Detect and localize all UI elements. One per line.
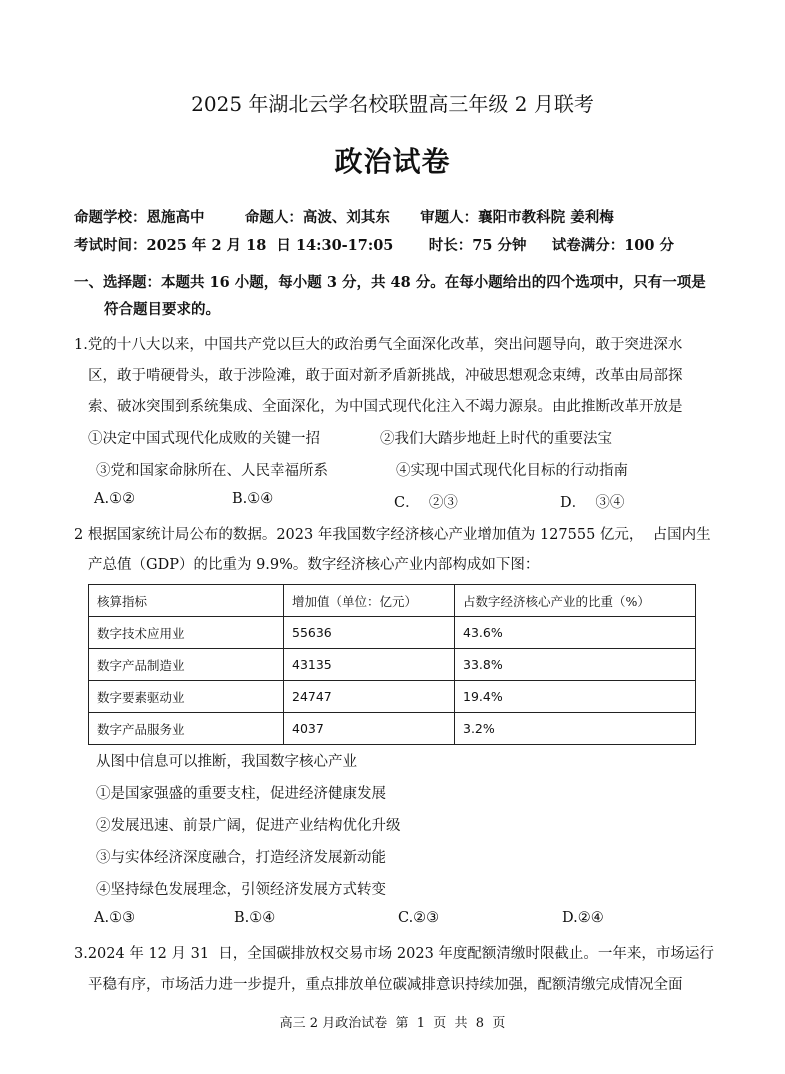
q2-stem-line: 产总值（GDP）的比重为 9.9%。数字经济核心产业内部构成如下图： <box>88 557 540 573</box>
table-row <box>89 617 696 649</box>
table-cell: 3.2% <box>455 713 696 745</box>
q1-statement: ④实现中国式现代化目标的行动指南 <box>396 463 628 479</box>
q1-stem-line: 索、破冰突围到系统集成、全面深化，为中国式现代化注入不竭力源泉。由此推断改革开放是 <box>88 399 683 415</box>
table-header: 核算指标 <box>89 585 284 617</box>
q2-option-a[interactable]: A.①③ <box>94 910 136 926</box>
page-footer: 高三 2 月政治试卷 第 1 页 共 8 页 <box>279 1016 506 1031</box>
q2-statement: ④坚持绿色发展理念，引领经济发展方式转变 <box>96 882 386 898</box>
table-cell: 数字技术应用业 <box>89 617 284 649</box>
q1-stem-line: 区，敢于啃硬骨头，敢于涉险滩，敢于面对新矛盾新挑战，冲破思想观念束缚，改革由局部探 <box>88 368 683 384</box>
section-heading-cont: 符合题目要求的。 <box>104 301 220 318</box>
q3-stem-line: 3.2024 年 12 月 31 日，全国碳排放权交易市场 2023 年度配额清缴时限截止。一年来，市场运行 <box>74 946 714 962</box>
table-header: 增加值（单位：亿元） <box>284 585 455 617</box>
q1-option-d[interactable]: D． ③④ <box>560 495 625 511</box>
q1-option-c[interactable]: C． ②③ <box>394 495 458 511</box>
table-row <box>89 713 696 745</box>
q2-statement: ③与实体经济深度融合，打造经济发展新动能 <box>96 850 386 866</box>
table-cell: 55636 <box>284 617 455 649</box>
table-cell: 19.4% <box>455 681 696 713</box>
table-row <box>89 649 696 681</box>
exam-title: 2025 年湖北云学名校联盟高三年级 2 月联考 <box>191 92 594 116</box>
table-cell: 43.6% <box>455 617 696 649</box>
q1-stem-line: 1.党的十八大以来，中国共产党以巨大的政治勇气全面深化改革，突出问题导向，敢于突进深水 <box>74 337 683 353</box>
table-row <box>89 681 696 713</box>
table-cell: 24747 <box>284 681 455 713</box>
q1-statement: ②我们大踏步地赶上时代的重要法宝 <box>380 431 612 447</box>
q2-option-d[interactable]: D.②④ <box>562 910 604 926</box>
table-cell: 43135 <box>284 649 455 681</box>
industry-table <box>88 584 696 745</box>
q3-stem-line: 平稳有序，市场活力进一步提升，重点排放单位碳减排意识持续加强，配额清缴完成情况全面 <box>88 977 683 993</box>
table-cell: 数字要素驱动业 <box>89 681 284 713</box>
table-header-row <box>89 585 696 617</box>
q2-option-c[interactable]: C.②③ <box>398 910 440 926</box>
table-cell: 数字产品服务业 <box>89 713 284 745</box>
subject-title: 政治试卷 <box>334 145 451 178</box>
q1-option-b[interactable]: B.①④ <box>232 491 274 507</box>
q2-statement: ①是国家强盛的重要支柱，促进经济健康发展 <box>96 786 386 802</box>
q2-option-b[interactable]: B.①④ <box>234 910 276 926</box>
q2-stem-line: 2 根据国家统计局公布的数据。2023 年我国数字经济核心产业增加值为 127555 亿元， 占国内生 <box>74 527 711 543</box>
table-cell: 数字产品制造业 <box>89 649 284 681</box>
q1-statement: ①决定中国式现代化成败的关键一招 <box>88 431 320 447</box>
meta-authors: 命题学校：恩施高中 命题人：高波、刘其东 审题人：襄阳市教科院 姜利梅 <box>74 209 614 226</box>
table-cell: 33.8% <box>455 649 696 681</box>
q1-option-a[interactable]: A.①② <box>94 491 136 507</box>
table-header: 占数字经济核心产业的比重（%） <box>455 585 696 617</box>
q2-statement: ②发展迅速、前景广阔，促进产业结构优化升级 <box>96 818 401 834</box>
table-cell: 4037 <box>284 713 455 745</box>
q2-lead: 从图中信息可以推断，我国数字核心产业 <box>96 754 357 770</box>
q1-statement: ③党和国家命脉所在、人民幸福所系 <box>96 463 328 479</box>
meta-time: 考试时间：2025 年 2 月 18 日 14:30-17:05 时长：75 分钟 试卷满分：100 分 <box>74 237 675 254</box>
section-heading: 一、选择题：本题共 16 小题，每小题 3 分，共 48 分。在每小题给出的四个选项中，只有一项是 <box>74 274 706 291</box>
